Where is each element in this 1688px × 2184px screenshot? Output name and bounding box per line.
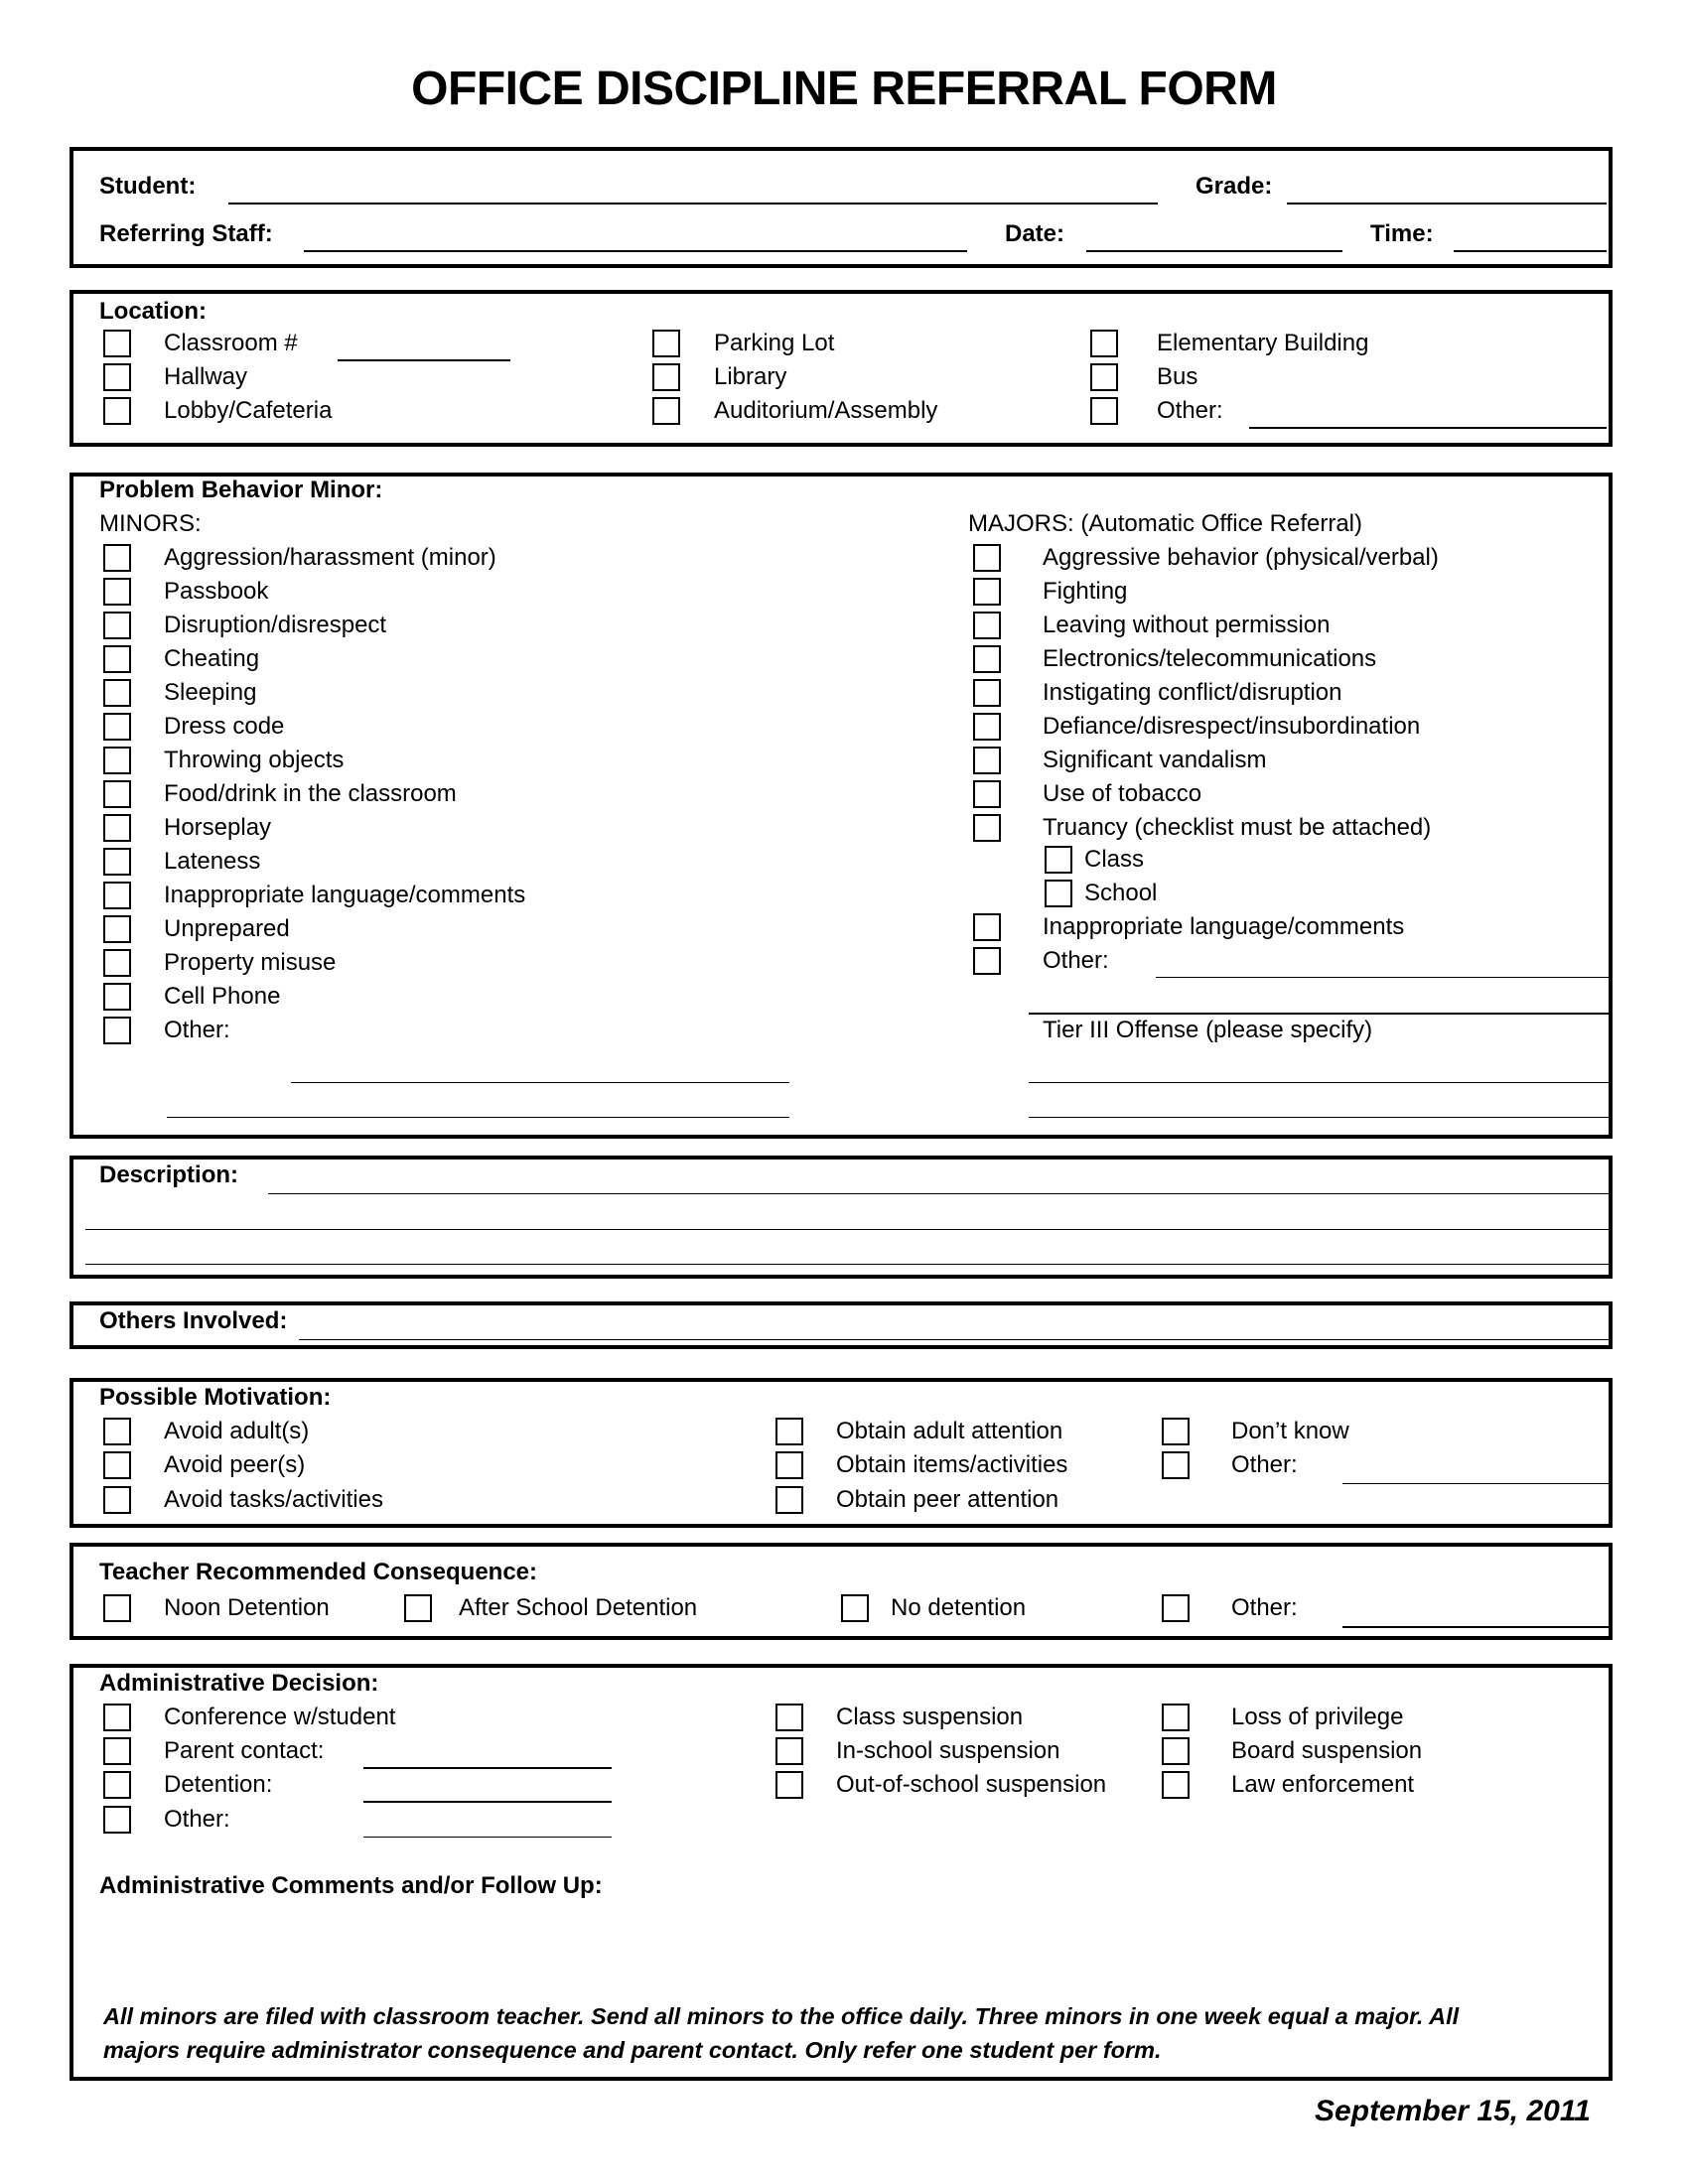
referring-staff-label: Referring Staff: xyxy=(99,220,273,247)
teacher-consequence-heading: Teacher Recommended Consequence: xyxy=(99,1559,538,1585)
minor-behavior-label: Throwing objects xyxy=(164,747,345,773)
location-option-label: Library xyxy=(714,363,787,390)
motivation-obtain-adult-attention-checkbox[interactable] xyxy=(775,1418,803,1445)
major-inappropriate-language-checkbox[interactable] xyxy=(973,913,1001,941)
location-option-label: Classroom # xyxy=(164,330,298,356)
major-behavior-checkbox[interactable] xyxy=(973,578,1001,606)
majors-heading: MAJORS: (Automatic Office Referral) xyxy=(968,510,1362,537)
motivation-obtain-items-checkbox[interactable] xyxy=(775,1451,803,1479)
minor-behavior-label: Cell Phone xyxy=(164,983,281,1010)
admin-option-label: In-school suspension xyxy=(836,1737,1060,1764)
consequence-option-label: Noon Detention xyxy=(164,1594,330,1621)
admin-other-checkbox[interactable] xyxy=(103,1806,131,1834)
admin-option-label: Law enforcement xyxy=(1231,1771,1415,1798)
major-behavior-checkbox[interactable] xyxy=(973,747,1001,774)
time-field[interactable] xyxy=(1454,250,1607,252)
admin-option-label: Class suspension xyxy=(836,1704,1024,1730)
admin-option-label: Other: xyxy=(164,1806,230,1833)
grade-field[interactable] xyxy=(1287,203,1607,205)
location-other-field[interactable] xyxy=(1249,427,1607,429)
admin-decision-heading: Administrative Decision: xyxy=(99,1670,379,1697)
minor-behavior-label: Property misuse xyxy=(164,949,337,976)
major-behavior-label: Aggressive behavior (physical/verbal) xyxy=(1043,544,1439,571)
admin-detention-field[interactable] xyxy=(363,1801,612,1803)
major-behavior-label: Truancy (checklist must be attached) xyxy=(1043,814,1432,841)
description-field-1[interactable] xyxy=(268,1193,1609,1194)
location-parking-lot-checkbox[interactable] xyxy=(652,330,680,357)
motivation-avoid-tasks-checkbox[interactable] xyxy=(103,1486,131,1514)
grade-label: Grade: xyxy=(1196,173,1273,200)
major-behavior-label: Use of tobacco xyxy=(1043,780,1202,807)
minor-behavior-label: Cheating xyxy=(164,645,260,672)
major-label: Other: xyxy=(1043,947,1109,974)
major-other-checkbox[interactable] xyxy=(973,947,1001,975)
major-behavior-checkbox[interactable] xyxy=(973,780,1001,808)
admin-detention-checkbox[interactable] xyxy=(103,1771,131,1799)
consequence-option-label: After School Detention xyxy=(459,1594,698,1621)
minor-behavior-checkbox[interactable] xyxy=(103,713,131,741)
consequence-noon-detention-checkbox[interactable] xyxy=(103,1594,131,1622)
consequence-no-detention-checkbox[interactable] xyxy=(841,1594,869,1622)
location-lobby-checkbox[interactable] xyxy=(103,397,131,425)
minor-behavior-checkbox[interactable] xyxy=(103,915,131,943)
major-behavior-checkbox[interactable] xyxy=(973,679,1001,707)
admin-out-of-school-suspension-checkbox[interactable] xyxy=(775,1771,803,1799)
consequence-after-school-detention-checkbox[interactable] xyxy=(404,1594,432,1622)
admin-loss-of-privilege-checkbox[interactable] xyxy=(1162,1704,1190,1731)
minor-behavior-label: Disruption/disrespect xyxy=(164,612,387,638)
motivation-option-label: Obtain peer attention xyxy=(836,1486,1059,1513)
motivation-section xyxy=(70,1378,1613,1528)
motivation-option-label: Avoid tasks/activities xyxy=(164,1486,383,1513)
admin-parent-contact-checkbox[interactable] xyxy=(103,1737,131,1765)
policy-note-line-2: majors require administrator consequence and parent contact. Only refer one student per form. xyxy=(103,2037,1162,2063)
student-field[interactable] xyxy=(228,203,1158,205)
motivation-option-label: Avoid peer(s) xyxy=(164,1451,306,1478)
motivation-option-label: Obtain items/activities xyxy=(836,1451,1068,1478)
minor-behavior-checkbox[interactable] xyxy=(103,747,131,774)
location-hallway-checkbox[interactable] xyxy=(103,363,131,391)
location-library-checkbox[interactable] xyxy=(652,363,680,391)
major-behavior-label: Leaving without permission xyxy=(1043,612,1331,638)
motivation-dont-know-checkbox[interactable] xyxy=(1162,1418,1190,1445)
admin-option-label: Loss of privilege xyxy=(1231,1704,1404,1730)
minor-other-field-2[interactable] xyxy=(167,1117,789,1118)
teacher-consequence-section xyxy=(70,1543,1613,1640)
minor-behavior-checkbox[interactable] xyxy=(103,814,131,842)
admin-class-suspension-checkbox[interactable] xyxy=(775,1704,803,1731)
location-option-label: Hallway xyxy=(164,363,248,390)
major-behavior-label: Defiance/disrespect/insubordination xyxy=(1043,713,1421,740)
major-behavior-checkbox[interactable] xyxy=(973,612,1001,639)
minor-behavior-checkbox[interactable] xyxy=(103,679,131,707)
minor-behavior-checkbox[interactable] xyxy=(103,780,131,808)
major-behavior-label: Fighting xyxy=(1043,578,1128,605)
minor-behavior-label: Unprepared xyxy=(164,915,290,942)
major-behavior-checkbox[interactable] xyxy=(973,544,1001,572)
minor-behavior-checkbox[interactable] xyxy=(103,882,131,909)
minor-behavior-checkbox[interactable] xyxy=(103,544,131,572)
consequence-other-checkbox[interactable] xyxy=(1162,1594,1190,1622)
truancy-class-checkbox[interactable] xyxy=(1045,846,1072,874)
motivation-avoid-peers-checkbox[interactable] xyxy=(103,1451,131,1479)
motivation-other-field[interactable] xyxy=(1342,1483,1609,1484)
tier3-top-line xyxy=(1029,1013,1609,1015)
motivation-other-checkbox[interactable] xyxy=(1162,1451,1190,1479)
consequence-other-field[interactable] xyxy=(1342,1626,1609,1628)
major-behavior-label: Significant vandalism xyxy=(1043,747,1267,773)
location-option-label: Other: xyxy=(1157,397,1223,424)
location-elementary-building-checkbox[interactable] xyxy=(1090,330,1118,357)
major-behavior-checkbox[interactable] xyxy=(973,814,1001,842)
minor-behavior-checkbox[interactable] xyxy=(103,612,131,639)
admin-law-enforcement-checkbox[interactable] xyxy=(1162,1771,1190,1799)
location-auditorium-checkbox[interactable] xyxy=(652,397,680,425)
student-info-section xyxy=(70,147,1613,268)
problem-behavior-heading: Problem Behavior Minor: xyxy=(99,477,383,503)
truancy-school-label: School xyxy=(1084,880,1158,906)
motivation-heading: Possible Motivation: xyxy=(99,1384,332,1411)
minor-behavior-label: Horseplay xyxy=(164,814,272,841)
minor-behavior-label: Other: xyxy=(164,1017,230,1043)
minor-behavior-checkbox[interactable] xyxy=(103,1017,131,1044)
page-title: OFFICE DISCIPLINE REFERRAL FORM xyxy=(411,63,1277,115)
admin-in-school-suspension-checkbox[interactable] xyxy=(775,1737,803,1765)
tier3-label: Tier III Offense (please specify) xyxy=(1043,1017,1373,1043)
tier3-field-2[interactable] xyxy=(1029,1117,1609,1118)
date-field[interactable] xyxy=(1086,250,1342,252)
others-involved-field[interactable] xyxy=(299,1339,1609,1340)
minor-behavior-label: Food/drink in the classroom xyxy=(164,780,457,807)
location-classroom-checkbox[interactable] xyxy=(103,330,131,357)
time-label: Time: xyxy=(1370,220,1434,247)
date-label: Date: xyxy=(1005,220,1065,247)
motivation-option-label: Other: xyxy=(1231,1451,1298,1478)
admin-board-suspension-checkbox[interactable] xyxy=(1162,1737,1190,1765)
problem-behavior-section xyxy=(70,473,1613,1139)
admin-option-label: Conference w/student xyxy=(164,1704,396,1730)
admin-option-label: Parent contact: xyxy=(164,1737,325,1764)
location-bus-checkbox[interactable] xyxy=(1090,363,1118,391)
admin-option-label: Board suspension xyxy=(1231,1737,1423,1764)
student-label: Student: xyxy=(99,173,197,200)
admin-parent-contact-field[interactable] xyxy=(363,1767,612,1769)
major-behavior-checkbox[interactable] xyxy=(973,713,1001,741)
minors-heading: MINORS: xyxy=(99,510,202,537)
major-label: Inappropriate language/comments xyxy=(1043,913,1405,940)
truancy-school-checkbox[interactable] xyxy=(1045,880,1072,907)
major-behavior-label: Electronics/telecommunications xyxy=(1043,645,1377,672)
minor-behavior-checkbox[interactable] xyxy=(103,645,131,673)
classroom-number-field[interactable] xyxy=(338,359,510,361)
admin-comments-area[interactable] xyxy=(99,1906,1589,1995)
admin-other-field[interactable] xyxy=(363,1837,612,1838)
policy-note-line-1: All minors are filed with classroom teacher. Send all minors to the office daily. Three minors in one week equal a major. All xyxy=(103,2003,1460,2029)
consequence-option-label: Other: xyxy=(1231,1594,1298,1621)
description-field-3[interactable] xyxy=(85,1264,1609,1265)
referring-staff-field[interactable] xyxy=(304,250,967,252)
minor-behavior-label: Dress code xyxy=(164,713,285,740)
minor-other-field-1[interactable] xyxy=(291,1082,789,1083)
location-option-label: Parking Lot xyxy=(714,330,835,356)
admin-comments-label: Administrative Comments and/or Follow Up: xyxy=(99,1872,603,1899)
admin-conference-checkbox[interactable] xyxy=(103,1704,131,1731)
location-section xyxy=(70,290,1613,447)
consequence-option-label: No detention xyxy=(891,1594,1027,1621)
admin-option-label: Detention: xyxy=(164,1771,273,1798)
minor-behavior-label: Inappropriate language/comments xyxy=(164,882,526,908)
location-option-label: Bus xyxy=(1157,363,1198,390)
minor-behavior-label: Sleeping xyxy=(164,679,257,706)
tier3-field-1[interactable] xyxy=(1029,1082,1609,1083)
motivation-avoid-adults-checkbox[interactable] xyxy=(103,1418,131,1445)
minor-behavior-label: Aggression/harassment (minor) xyxy=(164,544,496,571)
location-option-label: Elementary Building xyxy=(1157,330,1369,356)
major-other-field[interactable] xyxy=(1156,977,1609,978)
admin-option-label: Out-of-school suspension xyxy=(836,1771,1107,1798)
minor-behavior-label: Passbook xyxy=(164,578,269,605)
revision-date: September 15, 2011 xyxy=(1315,2095,1591,2127)
minor-behavior-checkbox[interactable] xyxy=(103,848,131,876)
motivation-option-label: Obtain adult attention xyxy=(836,1418,1063,1444)
minor-behavior-label: Lateness xyxy=(164,848,261,875)
description-field-2[interactable] xyxy=(85,1229,1609,1230)
description-section xyxy=(70,1156,1613,1279)
location-option-label: Lobby/Cafeteria xyxy=(164,397,333,424)
motivation-obtain-peer-attention-checkbox[interactable] xyxy=(775,1486,803,1514)
minor-behavior-checkbox[interactable] xyxy=(103,949,131,977)
location-heading: Location: xyxy=(99,298,207,325)
location-option-label: Auditorium/Assembly xyxy=(714,397,938,424)
administrative-decision-section xyxy=(70,1664,1613,2081)
motivation-option-label: Don’t know xyxy=(1231,1418,1349,1444)
description-label: Description: xyxy=(99,1161,239,1188)
minor-behavior-checkbox[interactable] xyxy=(103,578,131,606)
motivation-option-label: Avoid adult(s) xyxy=(164,1418,310,1444)
others-involved-label: Others Involved: xyxy=(99,1307,288,1334)
major-behavior-label: Instigating conflict/disruption xyxy=(1043,679,1342,706)
truancy-class-label: Class xyxy=(1084,846,1145,873)
location-other-checkbox[interactable] xyxy=(1090,397,1118,425)
others-involved-section xyxy=(70,1301,1613,1349)
major-behavior-checkbox[interactable] xyxy=(973,645,1001,673)
minor-behavior-checkbox[interactable] xyxy=(103,983,131,1011)
